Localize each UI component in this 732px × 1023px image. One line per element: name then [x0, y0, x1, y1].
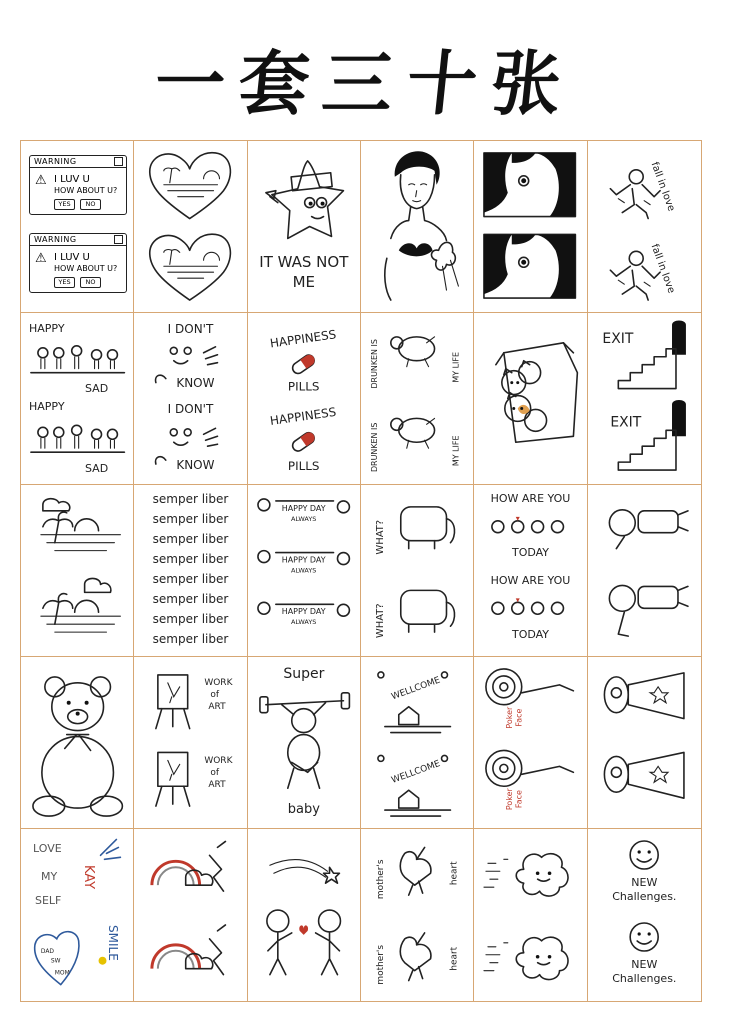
warning-window	[29, 155, 127, 215]
beach-palm-icon	[21, 485, 133, 656]
sticker-what[interactable]	[361, 485, 474, 657]
dont-know-line-2: KNOW	[176, 458, 215, 472]
of-text: of	[210, 690, 220, 700]
semper-line: semper liber	[152, 612, 229, 626]
sticker-new-challenges[interactable]	[588, 829, 701, 1001]
what-text: WHAT?	[374, 603, 386, 639]
wellcome-text: WELLCOME	[390, 675, 442, 703]
bob-girl-eye-icon	[474, 141, 586, 312]
falling-man-icon	[588, 141, 701, 312]
pill-icon	[248, 313, 360, 484]
sticker-sheet	[20, 140, 702, 1002]
happy-day-text: HAPPY DAY	[281, 607, 326, 617]
happy-day-text: HAPPY DAY	[281, 503, 326, 513]
new-text: NEW	[631, 876, 658, 889]
how-are-you-text: HOW ARE YOU	[490, 574, 571, 587]
sticker-ufo[interactable]	[588, 657, 701, 829]
heart-text: heart	[449, 946, 460, 971]
close-icon	[114, 235, 123, 244]
bird-icon	[361, 829, 473, 1001]
semper-line: semper liber	[152, 532, 229, 546]
face-text: Face	[515, 790, 525, 809]
sticker-work-of-art[interactable]	[134, 657, 247, 829]
sticker-super-baby[interactable]	[248, 657, 361, 829]
drunken-bear-icon	[361, 313, 473, 484]
warning-text: I LUV U	[54, 174, 90, 185]
dont-know-line-1: I DON'T	[167, 402, 214, 416]
warning-question: HOW ABOUT U?	[54, 186, 118, 195]
mothers-text: mother's	[375, 859, 386, 900]
sticker-exit[interactable]	[588, 313, 701, 485]
dont-know-line-2: KNOW	[176, 376, 215, 390]
sticker-happy-sad[interactable]	[21, 313, 134, 485]
mothers-text: mother's	[375, 944, 386, 985]
sticker-poker-face[interactable]	[474, 657, 587, 829]
semper-line: semper liber	[152, 572, 229, 586]
elephant-icon	[361, 485, 473, 656]
sticker-cats-box[interactable]	[474, 313, 587, 485]
sticker-cloud[interactable]	[474, 829, 587, 1001]
rainbow-cloud-icon	[134, 829, 246, 1001]
smile-text: SMILE	[106, 925, 120, 961]
always-text: ALWAYS	[290, 514, 317, 523]
what-text: WHAT?	[374, 519, 386, 555]
how-are-you-text: HOW ARE YOU	[490, 492, 571, 505]
girl-portrait-icon	[361, 141, 473, 312]
pills-text: PILLS	[287, 459, 320, 474]
sticker-how-are-you[interactable]	[474, 485, 587, 657]
weightlifting-baby-icon	[248, 657, 360, 828]
sticker-beach[interactable]	[21, 485, 134, 657]
board-line-1: IT WAS NOT	[259, 253, 349, 271]
poker-text: Poker	[505, 788, 515, 811]
exit-text: EXIT	[610, 414, 641, 431]
semper-line: semper liber	[152, 492, 229, 506]
easel-icon	[134, 657, 246, 828]
sticker-rainbow[interactable]	[134, 829, 247, 1001]
always-text: ALWAYS	[290, 566, 317, 575]
sticker-happy-day[interactable]	[248, 485, 361, 657]
wellcome-house-icon	[361, 657, 473, 828]
yes-button: YES	[54, 199, 75, 210]
lying-boy-icon	[588, 485, 701, 656]
shooting-star-couple-icon	[248, 829, 360, 1001]
sticker-star-board[interactable]	[248, 141, 361, 313]
warning-title: WARNING	[34, 157, 77, 166]
work-text: WORK	[204, 678, 233, 688]
semper-line: semper liber	[152, 512, 229, 526]
kay-text: KAY	[81, 865, 96, 890]
wellcome-text: WELLCOME	[390, 758, 442, 786]
warning-icon: ⚠	[35, 251, 47, 266]
art-text: ART	[208, 702, 226, 712]
teddy-bear-icon	[21, 657, 133, 828]
cats-in-box-icon	[474, 313, 586, 484]
self-text: SELF	[35, 894, 62, 907]
today-text: TODAY	[511, 628, 550, 641]
sticker-warning[interactable]	[21, 141, 134, 313]
drunken-text: DRUNKEN IS	[369, 339, 379, 389]
dad-text: DAD	[40, 947, 55, 955]
challenges-text: Challenges.	[612, 972, 677, 985]
happy-label: HAPPY	[29, 400, 65, 413]
poker-face-icon	[474, 657, 586, 828]
warning-window	[29, 233, 127, 293]
my-life-text: MY LIFE	[451, 435, 461, 467]
semper-line: semper liber	[152, 632, 229, 646]
of-text: of	[210, 768, 220, 778]
pills-text: PILLS	[287, 379, 320, 394]
semper-line: semper liber	[152, 552, 229, 566]
semper-line: semper liber	[152, 592, 229, 606]
work-text: WORK	[204, 756, 233, 766]
warning-question: HOW ABOUT U?	[54, 264, 118, 273]
sticker-girl-flowers[interactable]	[361, 141, 474, 313]
happiness-text: HAPPINESS	[268, 404, 337, 428]
new-text: NEW	[631, 958, 658, 971]
love-heart-icon	[21, 829, 133, 1001]
sticker-heart-sunset[interactable]	[134, 141, 247, 313]
no-button: NO	[80, 277, 101, 288]
mood-faces-icon	[474, 485, 586, 656]
love-text: LOVE	[33, 842, 62, 855]
happy-sad-figures-icon	[21, 313, 133, 484]
sticker-semper-liber[interactable]	[134, 485, 247, 657]
poker-text: Poker	[505, 706, 515, 729]
sticker-wellcome[interactable]	[361, 657, 474, 829]
exit-text: EXIT	[602, 330, 633, 347]
warning-icon: ⚠	[35, 173, 47, 188]
heart-text: heart	[449, 861, 460, 886]
sticker-mothers-heart[interactable]	[361, 829, 474, 1001]
super-text: Super	[283, 666, 325, 682]
ufo-beam-icon	[588, 657, 701, 828]
sticker-shooting-star[interactable]	[248, 829, 361, 1001]
exit-stairs-icon	[588, 313, 701, 484]
today-text: TODAY	[511, 546, 550, 559]
dont-know-line-1: I DON'T	[167, 322, 214, 336]
board-line-2: ME	[292, 273, 316, 291]
face-text: Face	[515, 708, 525, 727]
sad-label: SAD	[85, 382, 109, 395]
baby-text: baby	[287, 802, 320, 817]
art-text: ART	[208, 780, 226, 790]
sticker-fall-in-love[interactable]	[588, 141, 701, 313]
no-button: NO	[80, 199, 101, 210]
mom-text: MOM	[54, 969, 70, 977]
sw-text: SW	[50, 957, 61, 965]
happiness-text: HAPPINESS	[268, 327, 337, 351]
happy-label: HAPPY	[29, 322, 65, 335]
sad-label: SAD	[85, 462, 109, 475]
fall-in-love-text: fall in love	[648, 160, 677, 213]
drunken-text: DRUNKEN IS	[369, 422, 379, 473]
sticker-happiness-pills[interactable]	[248, 313, 361, 485]
warning-title: WARNING	[34, 235, 77, 244]
sticker-dont-know[interactable]	[134, 313, 247, 485]
sticker-bob-girl[interactable]	[474, 141, 587, 313]
always-text: ALWAYS	[290, 618, 317, 627]
challenges-text: Challenges.	[612, 890, 677, 903]
close-icon	[114, 157, 123, 166]
sticker-lying-boy[interactable]	[588, 485, 701, 657]
sticker-drunken[interactable]	[361, 313, 474, 485]
my-life-text: MY LIFE	[451, 352, 461, 383]
yes-button: YES	[54, 277, 75, 288]
happy-day-text: HAPPY DAY	[281, 555, 326, 565]
happy-day-icon	[248, 485, 360, 656]
sticker-teddy-bear[interactable]	[21, 657, 134, 829]
warning-text: I LUV U	[54, 252, 90, 263]
sticker-love-myself[interactable]	[21, 829, 134, 1001]
shrug-face-icon	[134, 313, 246, 484]
smiling-cloud-icon	[474, 829, 586, 1001]
page-title: 一套三十张	[150, 42, 580, 125]
heart-sunset-icon	[134, 141, 246, 312]
my-text: MY	[41, 870, 58, 883]
fall-in-love-text: fall in love	[648, 242, 677, 295]
